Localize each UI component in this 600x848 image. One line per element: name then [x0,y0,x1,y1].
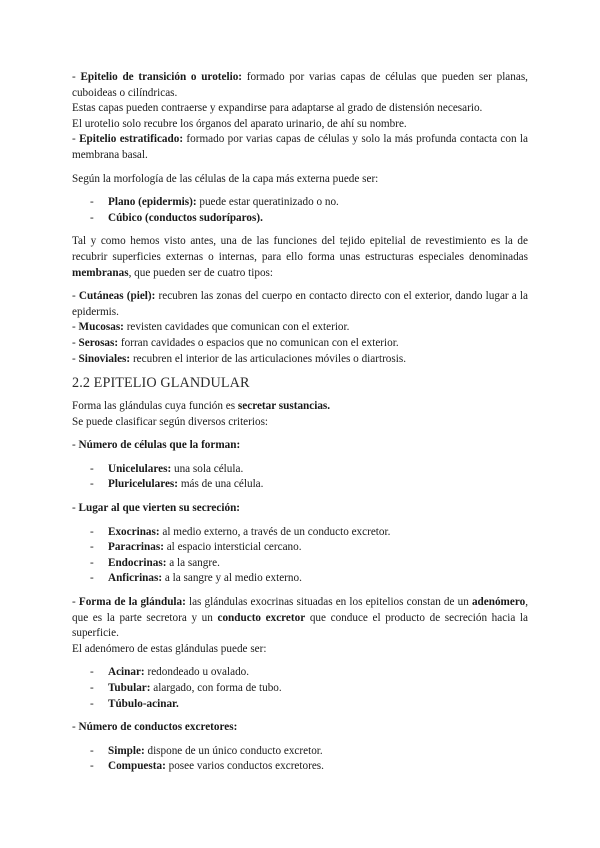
term-membranas: membranas [72,266,129,279]
item-term: Tubular: [108,682,151,694]
list-lugar [72,525,528,587]
list-morfologia [72,195,528,226]
item-text: alargado, con forma de tubo. [150,682,282,694]
item-term: Anficrinas: [108,572,163,585]
paragraph-membranas [72,234,528,281]
item-text: recubren el interior de las articulaciones móviles o diartrosis. [130,352,407,365]
item-text: una sola célula. [171,462,244,475]
item-text: a la sangre y al medio externo. [162,572,302,585]
dash: - [72,336,79,349]
term-estratificado: Epitelio estratificado: [79,133,184,146]
item-text: posee varios conductos excretores. [165,760,324,773]
term-secretar: secretar sustancias. [237,400,331,413]
item-text: recubren las zonas del cuerpo en contacto directo con el exterior, dando lugar a la epidermis. [72,290,528,318]
item-text: a la sangre. [166,556,220,569]
list-item [72,525,528,541]
dash: - [72,596,79,609]
item-text: más de una célula. [178,478,264,491]
criterio-title: Número de células que la forman: [78,439,241,452]
dash: - [72,321,79,334]
list-item [72,681,528,697]
dash: - [72,502,79,515]
criterio-title: Forma de la glándula: [78,596,186,609]
list-item [72,571,528,587]
item-term: Mucosas: [78,321,124,334]
definition-text: formado por varias capas de células que pueden ser planas, cuboideas o cilíndricas. [72,71,528,99]
paragraph-morfologia: Según la morfología de las células de la capa más externa puede ser: [72,172,379,185]
dash: - [72,439,79,452]
dash: - [72,352,79,365]
text: , que pueden ser de cuatro tipos: [128,266,274,279]
section-heading: 2.2 EPITELIO GLANDULAR [72,375,250,392]
list-adenomero [72,665,528,712]
membrana-serosas [72,336,528,352]
item-term: Serosas: [78,336,119,349]
item-term: Simple: [108,744,145,757]
item-term: Acinar: [108,666,145,679]
dash: - [72,721,79,734]
item-text: al medio externo, a través de un conducto excretor. [159,525,391,538]
dash: - [72,133,80,146]
list-celulas [72,462,528,493]
term-urotelio: Epitelio de transición o urotelio: [80,71,243,83]
criterio-conductos [72,720,528,736]
list-item [72,556,528,572]
list-item [72,540,528,556]
item-text: al espacio intersticial cercano. [163,541,302,554]
list-item [72,211,528,227]
item-text: dispone de un único conducto excretor. [144,744,323,757]
item-term: Paracrinas: [108,541,164,554]
definition-text: formado por varias capas de células y solo la más profunda contacta con la membrana basal. [72,133,528,161]
item-text: puede estar queratinizado o no. [196,196,339,209]
item-term: Cúbico (conductos sudoríparos). [108,211,263,224]
list-item [72,665,528,681]
paragraph-urotelio [72,70,528,101]
membrana-sinoviales [72,352,528,368]
criterio-lugar [72,501,528,517]
item-term: Endocrinas: [108,556,167,569]
item-term: Pluricelulares: [108,478,179,491]
list-item [72,697,528,713]
paragraph-urotelio-recubre: El urotelio solo recubre los órganos del aparato urinario, de ahí su nombre. [72,117,407,130]
list-item [72,744,528,760]
dash: - [72,71,81,83]
item-term: Plano (epidermis): [108,196,197,209]
paragraph-adenomero: El adenómero de estas glándulas puede ser: [72,642,267,655]
document-page [72,70,528,775]
paragraph-estratificado [72,132,528,163]
item-term: Unicelulares: [108,462,172,475]
criterio-numero-celulas [72,438,528,454]
list-item [72,462,528,478]
criterio-title: Número de conductos excretores: [78,721,238,734]
text: , que es la parte secretora y un [72,596,528,624]
membrana-mucosas [72,320,528,336]
item-term: Exocrinas: [108,525,160,538]
membrana-cutaneas [72,289,528,320]
list-item [72,195,528,211]
item-text: forran cavidades o espacios que no comunican con el exterior. [118,336,399,349]
text: las glándulas exocrinas situadas en los epitelios constan de un [185,596,472,609]
criterio-forma [72,595,528,642]
item-term: Sinoviales: [78,352,131,365]
term-conducto-excretor: conducto excretor [217,611,306,624]
term-adenomero: adenómero [471,596,526,609]
dash: - [72,290,79,303]
text: que conduce el producto de secreción hacia la superficie. [72,611,528,640]
paragraph-capas: Estas capas pueden contraerse y expandirse para adaptarse al grado de distensión necesario. [72,102,483,115]
list-item [72,759,528,775]
text: Forma las glándulas cuya función es [72,400,238,413]
criterio-title: Lugar al que vierten su secreción: [78,502,241,515]
paragraph-criterios: Se puede clasificar según diversos criterios: [72,415,269,428]
item-term: Cutáneas (piel): [78,290,156,303]
paragraph-glandulas [72,399,528,415]
text: Tal y como hemos visto antes, una de las funciones del tejido epitelial de revestimiento es la de recubrir superficies externas o internas, para ello forma unas estructuras especiales denominadas [72,235,528,263]
list-item [72,477,528,493]
item-text: revisten cavidades que comunican con el exterior. [123,321,350,334]
item-text: redondeado u ovalado. [144,666,250,679]
item-term: Túbulo-acinar. [108,697,179,710]
item-term: Compuesta: [108,760,166,773]
list-conductos [72,744,528,775]
